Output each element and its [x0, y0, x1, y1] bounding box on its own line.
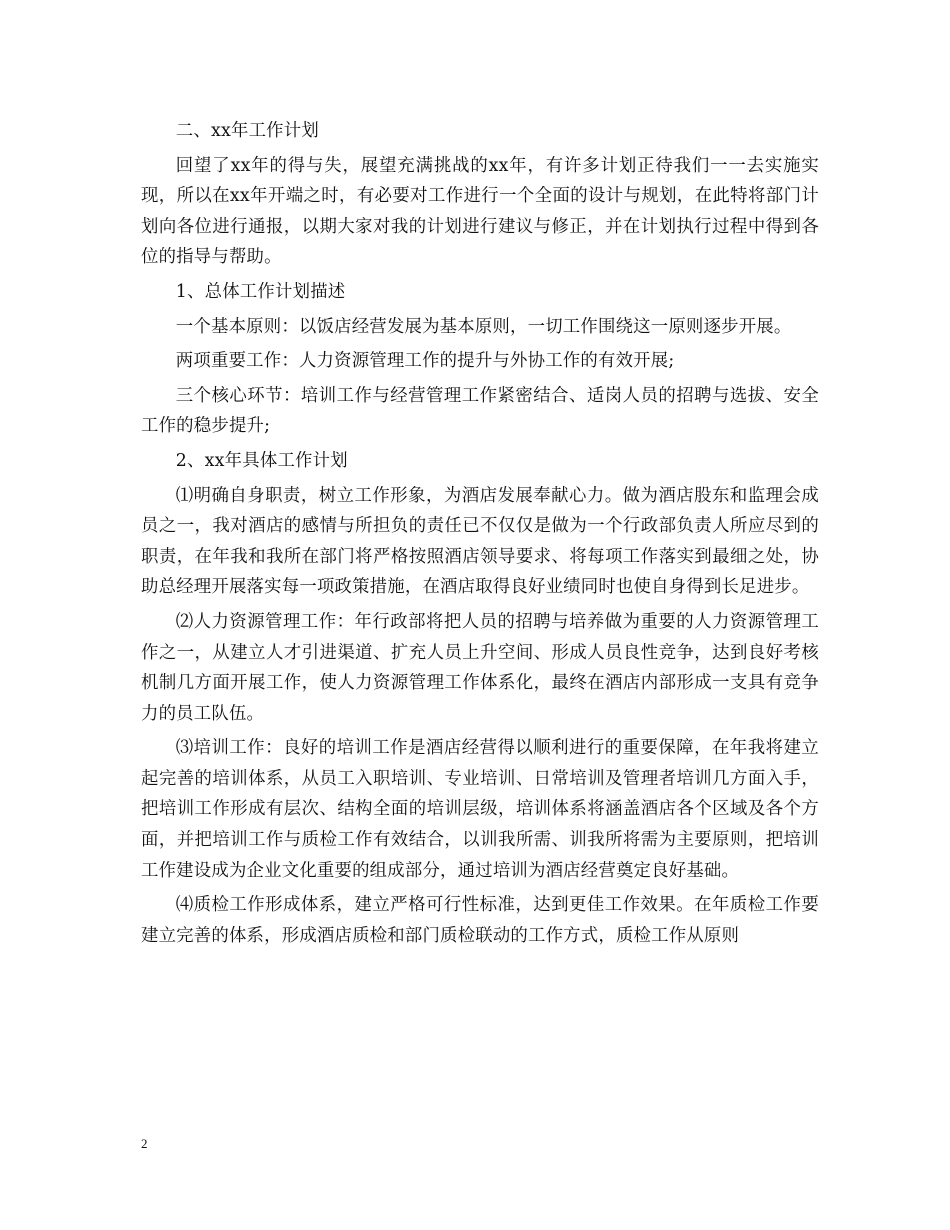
subheading-specific-plan: 2、xx年具体工作计划 — [175, 450, 348, 471]
paragraph-basic-principle: 一个基本原则：以饭店经营发展为基本原则，一切工作围绕这一原则逐步开展。 — [175, 316, 792, 337]
document-body — [141, 116, 819, 955]
paragraph-core-links: 三个核心环节：培训工作与经营管理工作紧密结合、适岗人员的招聘与选拔、安全工作的稳步提升; — [141, 385, 819, 437]
subheading-overall-plan: 1、总体工作计划描述 — [175, 281, 346, 302]
page-number: 2 — [141, 1136, 148, 1151]
paragraph-item-2: ⑵人力资源管理工作：年行政部将把人员的招聘与培养做为重要的人力资源管理工作之一，从建立人才引进渠道、扩充人员上升空间、形成人员良性竞争，达到良好考核机制几方面开展工作，使人力资源管理工作体系化，最终在酒店内部形成一支具有竞争力的员工队伍。 — [141, 611, 819, 724]
paragraph-item-1: ⑴明确自身职责，树立工作形象，为酒店发展奉献心力。做为酒店股东和监理会成员之一，我对酒店的感情与所担负的责任已不仅仅是做为一个行政部负责人所应尽到的职责，在年我和我所在部门将严格按照酒店领导要求、将每项工作落实到最细之处，协助总经理开展落实每一项政策措施，在酒店取得良好业绩同时也使自身得到长足进步。 — [141, 485, 819, 598]
paragraph-item-4: ⑷质检工作形成体系，建立严格可行性标准，达到更佳工作效果。在年质检工作要建立完善的体系，形成酒店质检和部门质检联动的工作方式，质检工作从原则 — [141, 895, 819, 946]
paragraph-key-tasks: 两项重要工作：人力资源管理工作的提升与外协工作的有效开展; — [175, 351, 675, 372]
paragraph-intro: 回望了xx年的得与失，展望充满挑战的xx年，有许多计划正待我们一一去实施实现，所以在xx年开端之时，有必要对工作进行一个全面的设计与规划，在此特将部门计划向各位进行通报，以期大家对我的计划进行建议与修正，并在计划执行过程中得到各位的指导与帮助。 — [141, 155, 819, 268]
paragraph-item-3: ⑶培训工作：良好的培训工作是酒店经营得以顺利进行的重要保障，在年我将建立起完善的培训体系，从员工入职培训、专业培训、日常培训及管理者培训几方面入手，把培训工作形成有层次、结构全面的培训层级，培训体系将涵盖酒店各个区域及各个方面，并把培训工作与质检工作有效结合，以训我所需、训我所将需为主要原则，把培训工作建设成为企业文化重要的组成部分，通过培训为酒店经营奠定良好基础。 — [141, 738, 819, 881]
section-heading-work-plan: 二、xx年工作计划 — [175, 121, 319, 141]
